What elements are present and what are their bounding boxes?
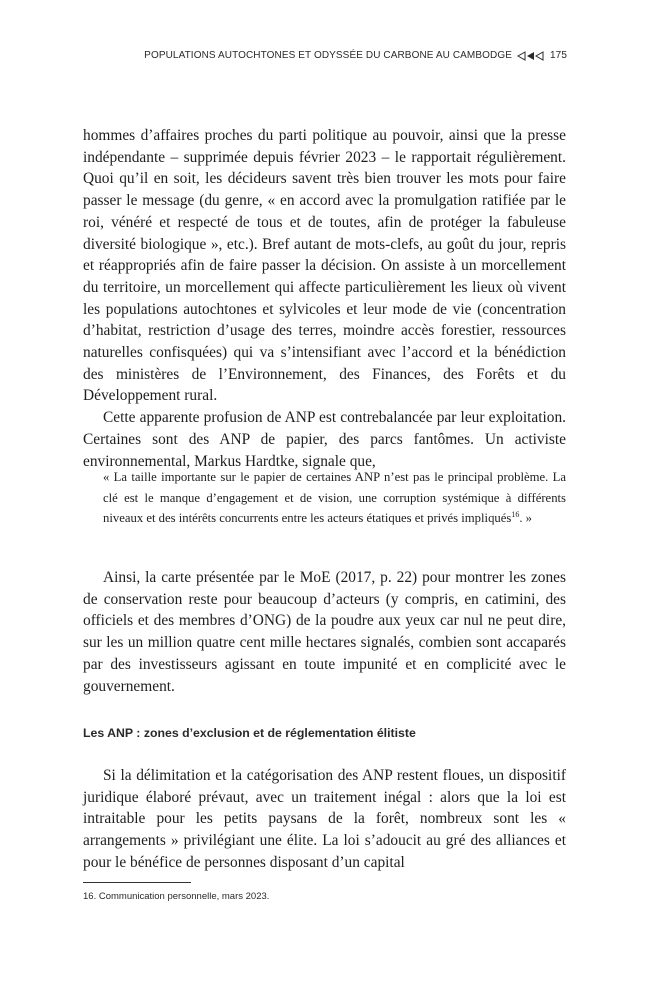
page-arrows-icon xyxy=(517,51,547,61)
running-title: POPULATIONS AUTOCHTONES ET ODYSSÉE DU CARBONE AU CAMBODGE xyxy=(144,50,512,61)
paragraph-anp-profusion: Cette apparente profusion de ANP est contrebalancée par leur exploitation. Certaines sont des ANP de papier, des parcs fantômes. Un activiste environnemental, Markus Hardtke, signale que, xyxy=(83,409,566,470)
footnote-divider xyxy=(83,882,191,883)
paragraph-moe-map: Ainsi, la carte présentée par le MoE (2017, p. 22) pour montrer les zones de conservation reste pour beaucoup d’acteurs (y compris, en catimini, des officiels et des membres d’ONG) de la poudre aux yeux car nul ne peut dire, sur les un million quatre cent mille hectares signalés, combien sont accaparés par des investisseurs agissant en toute impunité et en complicité avec le gouvernement. xyxy=(83,569,566,695)
quote-text: « La taille importante sur le papier de certaines ANP n’est pas le principal problème. La clé est le manque d’engagement et de vision, une corruption systémique à différents niveaux et des intérêts concurrents entre les acteurs étatiques et privés impliqués xyxy=(103,470,566,526)
footnote-reference: 16 xyxy=(511,509,520,519)
paragraph-continued: hommes d’affaires proches du parti politique au pouvoir, ainsi que la presse indépendante – supprimée depuis février 2023 – le rapportait régulièrement. Quoi qu’il en soit, les décideurs savent très bien trouver les mots pour faire passer le message (du genre, « en accord avec la promulgation ratifiée par le roi, vénéré et respecté de tous et de toutes, afin de protéger la fabuleuse diversité biologique », etc.). Bref autant de mots-clefs, au goût du jour, repris et réappropriés afin de faire passer la décision. On assiste à un morcellement du territoire, un morcellement qui affecte particulièrement les lieux où vivent les populations autochtones et sylvicoles et leur mode de vie (concentration d’habitat, restriction d’usage des terres, moindre accès forestier, ressources naturelles confisquées) qui va s’intensifiant avec l’accord et la bénédiction des ministères de l’Environnement, des Finances, des Forêts et du Développement rural. xyxy=(83,127,566,405)
body-paragraph-moe-map xyxy=(83,567,566,697)
body-paragraphs-top xyxy=(83,125,566,472)
running-head xyxy=(144,50,567,61)
quote-close: . » xyxy=(519,511,533,526)
footnote: 16. Communication personnelle, mars 2023. xyxy=(83,891,270,902)
page-number: 175 xyxy=(550,50,567,61)
paragraph-legal-framework: Si la délimitation et la catégorisation des ANP restent floues, un dispositif juridique élaboré prévaut, avec un traitement inégal : alors que la loi est intraitable pour les petits paysans de la forêt, nombreux sont les « arrangements » privilégiant une élite. La loi s’adoucit au gré des alliances et pour le bénéfice de personnes disposant d’un capital xyxy=(83,767,566,871)
body-paragraph-legal xyxy=(83,765,566,874)
block-quote xyxy=(103,467,566,529)
section-heading: Les ANP : zones d’exclusion et de réglementation élitiste xyxy=(83,726,416,740)
